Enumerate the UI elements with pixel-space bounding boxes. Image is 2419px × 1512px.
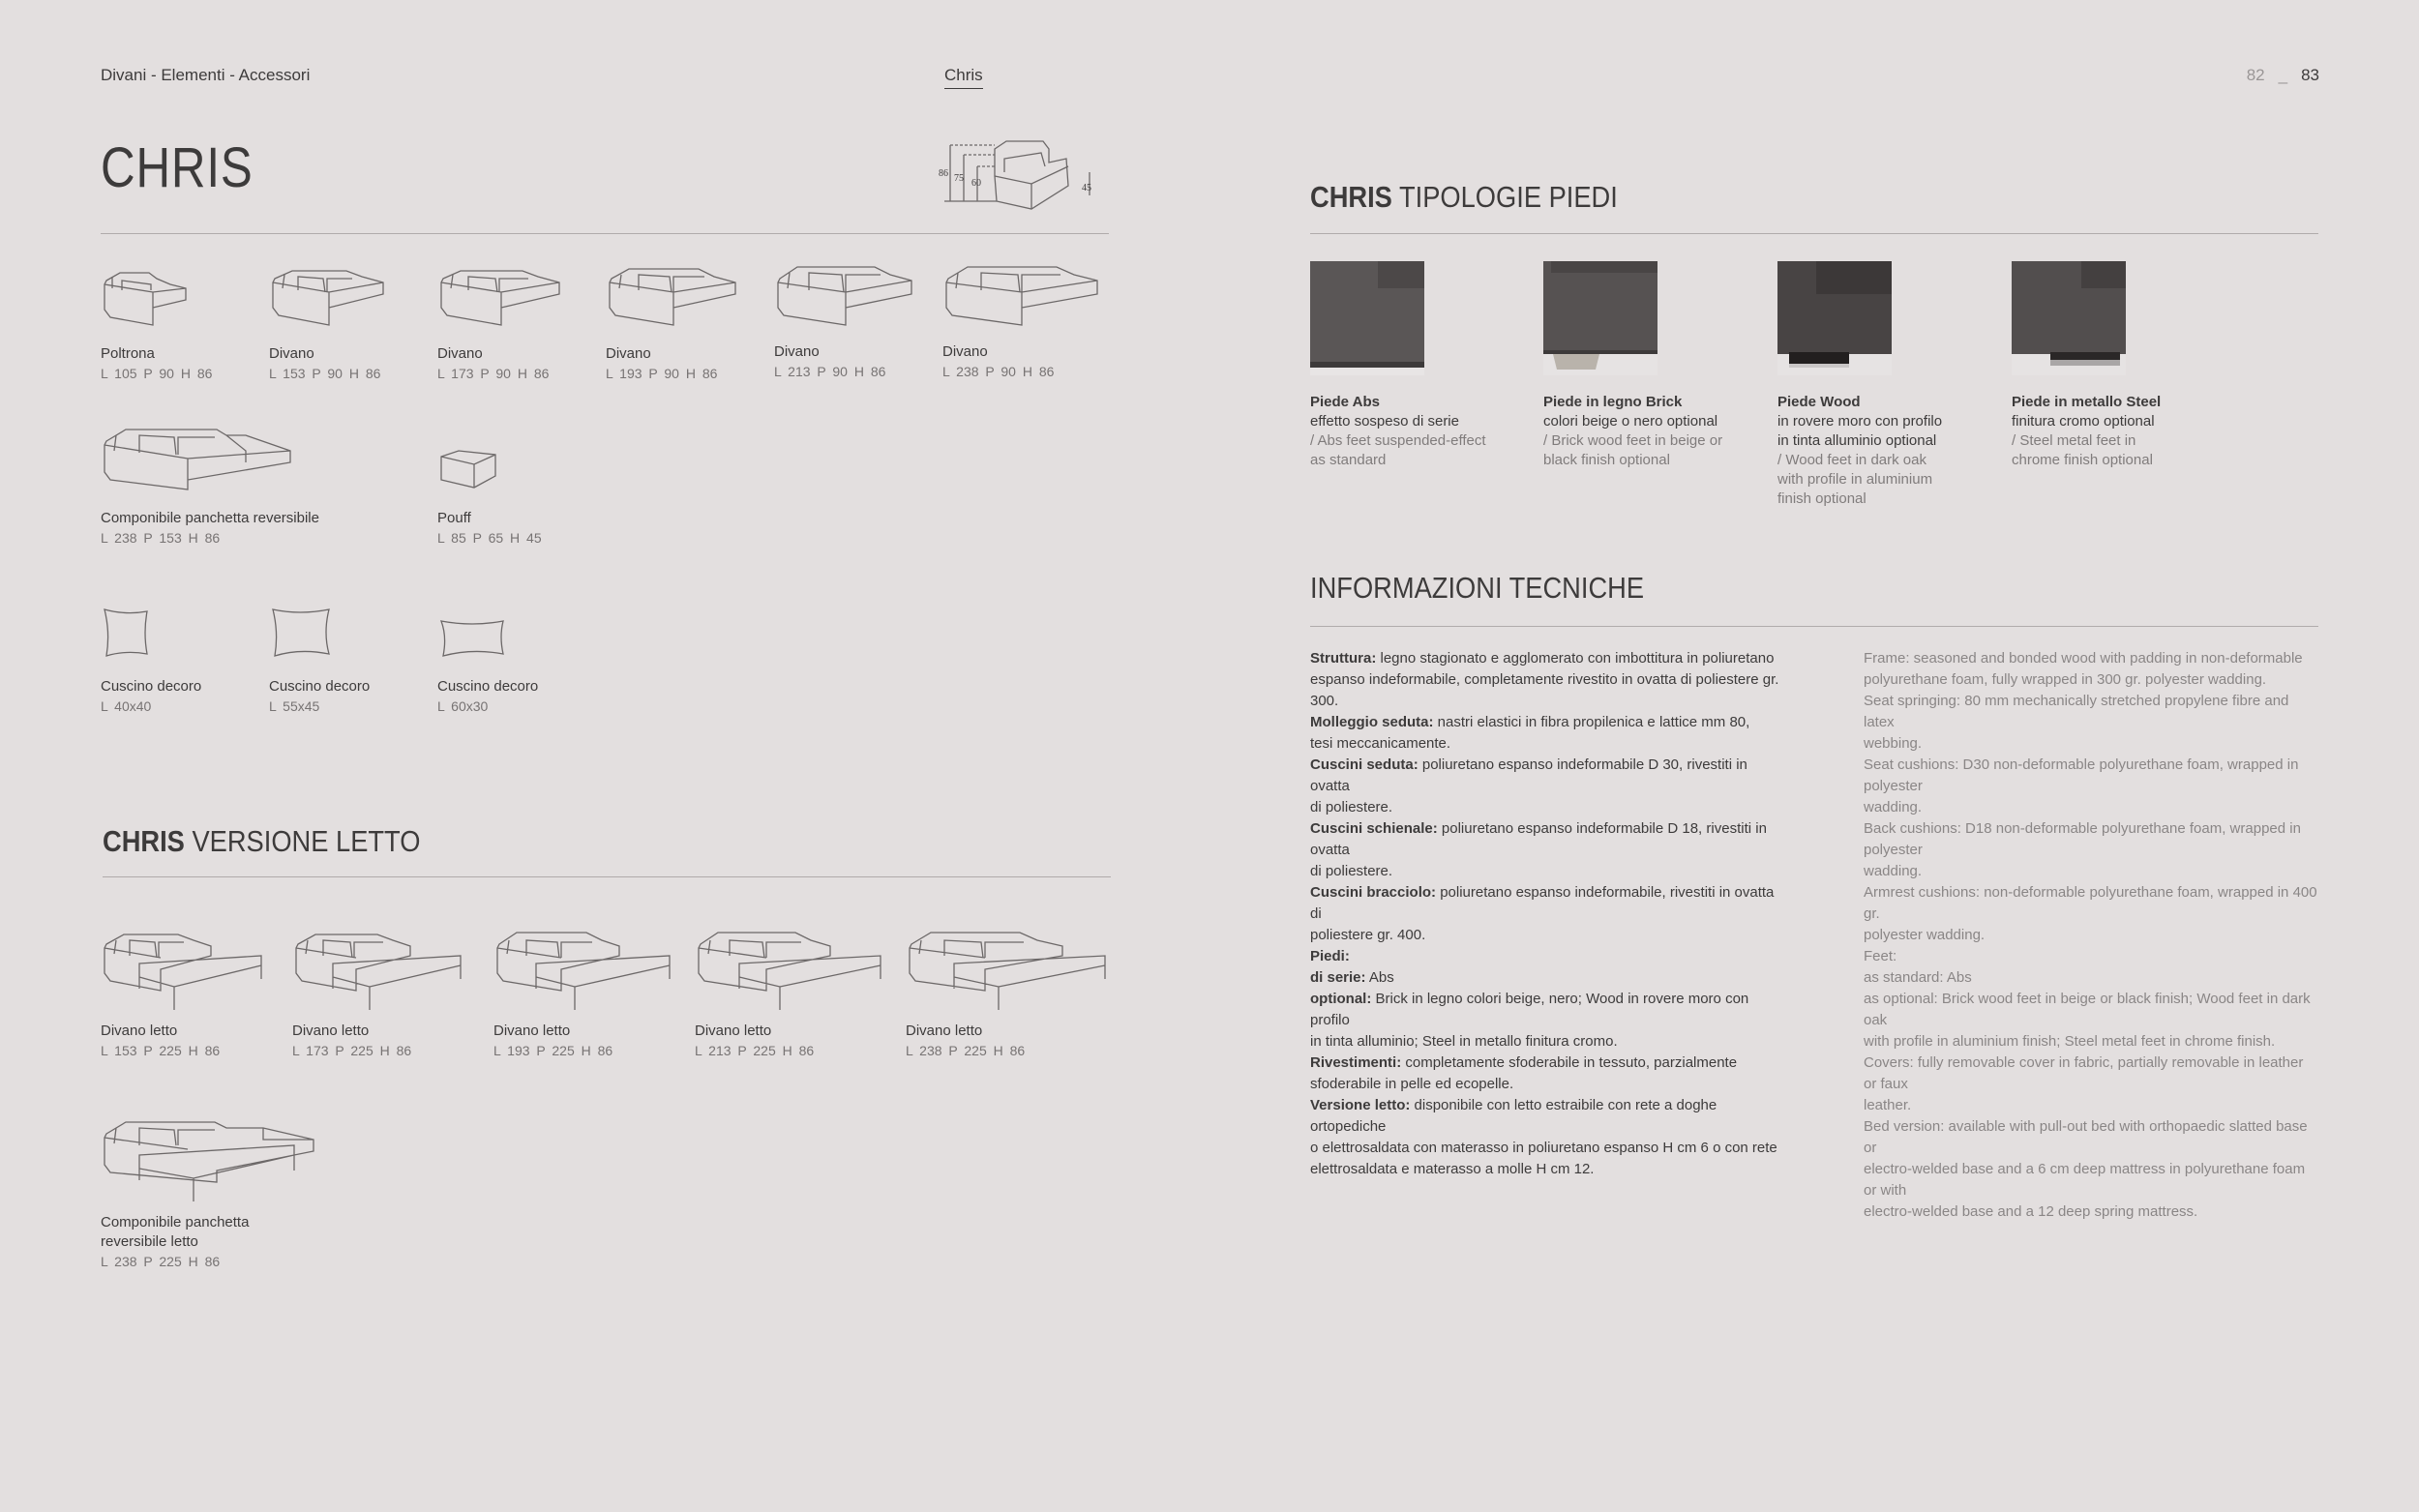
foot-desc-en: / Abs feet suspended-effect bbox=[1310, 432, 1486, 449]
tech-it-line bbox=[1310, 669, 1784, 712]
tech-it-text: poliestere gr. 400. bbox=[1310, 927, 1426, 943]
divano-drawing bbox=[774, 257, 915, 327]
divano-drawing bbox=[606, 259, 739, 327]
foot-desc-it: in tinta alluminio optional bbox=[1777, 432, 1937, 449]
tech-en-line: Feet: bbox=[1864, 948, 1897, 964]
element-cuscino-40x40 bbox=[101, 606, 201, 716]
element-name-line1: Componibile panchetta bbox=[101, 1214, 250, 1230]
element-name: Cuscino decoro bbox=[269, 678, 371, 695]
element-divano-153 bbox=[269, 259, 387, 383]
tech-en-line: Armrest cushions: non-deformable polyurethane foam, wrapped in 400 gr. bbox=[1864, 884, 2317, 922]
foot-desc-it: finitura cromo optional bbox=[2012, 413, 2155, 430]
element-name: Divano bbox=[942, 343, 988, 360]
cushion-drawing bbox=[437, 617, 507, 660]
element-dims: L 238 P 225 H 86 bbox=[101, 1254, 221, 1269]
divano-letto-drawing bbox=[292, 927, 464, 1012]
tech-en-line: Frame: seasoned and bonded wood with padding in non-deformable bbox=[1864, 650, 2303, 667]
element-dims: L 193 P 225 H 86 bbox=[493, 1043, 613, 1058]
element-poltrona bbox=[101, 259, 212, 383]
tech-en-line: polyurethane foam, fully wrapped in 300 gr. polyester wadding. bbox=[1864, 671, 2267, 688]
element-dims: L 60x30 bbox=[437, 698, 489, 714]
tech-info-italian bbox=[1310, 648, 1784, 1180]
tech-it-text: legno stagionato e agglomerato con imbottitura in poliuretano bbox=[1376, 650, 1775, 667]
bed-element-238 bbox=[906, 927, 1109, 1060]
foot-wood-caption bbox=[1777, 393, 1961, 509]
bed-section-title bbox=[103, 824, 420, 859]
tech-it-text: tesi meccanicamente. bbox=[1310, 735, 1451, 752]
componibile-letto-drawing bbox=[101, 1116, 317, 1203]
tech-it-line bbox=[1310, 989, 1784, 1031]
tech-info-english bbox=[1864, 648, 2318, 1223]
tech-it-label: di serie: bbox=[1310, 969, 1366, 986]
bed-element-213 bbox=[695, 927, 884, 1060]
foot-brick-caption bbox=[1543, 393, 1727, 470]
tech-it-label: Cuscini schienale: bbox=[1310, 820, 1438, 837]
element-name: Divano bbox=[606, 345, 651, 362]
tech-it-text: o elettrosaldata con materasso in poliuretano espanso H cm 6 o con rete bbox=[1310, 1140, 1777, 1156]
divano-letto-drawing bbox=[101, 927, 265, 1012]
bed-section-title-rest: VERSIONE LETTO bbox=[184, 824, 421, 858]
tech-it-text: Abs bbox=[1365, 969, 1394, 986]
page-numbers bbox=[2247, 66, 2319, 85]
element-name: Divano bbox=[269, 345, 314, 362]
element-name: Divano letto bbox=[493, 1023, 571, 1039]
bed-element-componibile bbox=[101, 1116, 317, 1271]
tech-it-label: Cuscini seduta: bbox=[1310, 756, 1419, 773]
bed-section-divider bbox=[103, 876, 1111, 877]
tech-it-text: poliuretano espanso indeformabile D 30, rivestiti in ovatta bbox=[1310, 756, 1747, 794]
tech-it-label: Versione letto: bbox=[1310, 1097, 1411, 1113]
tech-it-text: poliuretano espanso indeformabile D 18, rivestiti in ovatta bbox=[1310, 820, 1767, 858]
tech-en-line: polyester wadding. bbox=[1864, 927, 1986, 943]
element-name: Cuscino decoro bbox=[437, 678, 539, 695]
tech-en-line: Covers: fully removable cover in fabric, partially removable in leather or faux bbox=[1864, 1054, 2304, 1092]
tech-it-text: completamente sfoderabile in tessuto, parzialmente bbox=[1401, 1054, 1738, 1071]
tech-it-text: di poliestere. bbox=[1310, 863, 1393, 879]
element-dims: L 238 P 90 H 86 bbox=[942, 364, 1055, 379]
bed-element-153 bbox=[101, 927, 265, 1060]
tech-it-line bbox=[1310, 967, 1784, 989]
element-dims: L 238 P 153 H 86 bbox=[101, 530, 221, 546]
foot-desc-en: finish optional bbox=[1777, 490, 1867, 507]
tech-it-text: sfoderabile in pelle ed ecopelle. bbox=[1310, 1076, 1514, 1092]
element-cuscino-60x30 bbox=[437, 617, 538, 716]
divano-letto-drawing bbox=[695, 927, 884, 1012]
foot-desc-it: colori beige o nero optional bbox=[1543, 413, 1718, 430]
tech-it-line bbox=[1310, 755, 1784, 797]
tech-it-text: di poliestere. bbox=[1310, 799, 1393, 815]
tech-it-line bbox=[1310, 1159, 1784, 1180]
tech-it-line bbox=[1310, 712, 1784, 733]
section-breadcrumb: Divani - Elementi - Accessori bbox=[101, 66, 311, 84]
foot-name: Piede in metallo Steel bbox=[2012, 394, 2162, 410]
dim-label-45: 45 bbox=[1082, 183, 1091, 193]
foot-brick-photo bbox=[1543, 261, 1657, 375]
dimension-diagram bbox=[937, 137, 1101, 217]
foot-name: Piede in legno Brick bbox=[1543, 394, 1683, 410]
bed-element-193 bbox=[493, 927, 673, 1060]
tech-en-line: webbing. bbox=[1864, 735, 1923, 752]
bed-section-title-bold: CHRIS bbox=[103, 824, 185, 858]
element-name: Divano bbox=[437, 345, 483, 362]
tech-it-line bbox=[1310, 1138, 1784, 1159]
foot-desc-en: black finish optional bbox=[1543, 452, 1670, 468]
element-dims: L 85 P 65 H 45 bbox=[437, 530, 542, 546]
bed-element-173 bbox=[292, 927, 464, 1060]
divano-letto-drawing bbox=[906, 927, 1109, 1012]
tech-en-line: Bed version: available with pull-out bed with orthopaedic slatted base or bbox=[1864, 1118, 2308, 1156]
tech-it-label: optional: bbox=[1310, 991, 1372, 1007]
foot-desc-it: in rovere moro con profilo bbox=[1777, 413, 1943, 430]
feet-section-divider bbox=[1310, 233, 2318, 234]
element-name-line2: reversibile letto bbox=[101, 1233, 198, 1250]
element-divano-213 bbox=[774, 257, 915, 381]
tech-it-line bbox=[1310, 818, 1784, 861]
element-name: Divano letto bbox=[101, 1023, 178, 1039]
foot-steel-photo bbox=[2012, 261, 2126, 375]
page-separator: _ bbox=[2278, 66, 2288, 84]
element-dims: L 173 P 225 H 86 bbox=[292, 1043, 412, 1058]
foot-desc-en: chrome finish optional bbox=[2012, 452, 2153, 468]
tech-en-line: Back cushions: D18 non-deformable polyurethane foam, wrapped in polyester bbox=[1864, 820, 2301, 858]
element-name: Divano letto bbox=[292, 1023, 370, 1039]
foot-abs-caption bbox=[1310, 393, 1494, 470]
tech-it-text: elettrosaldata e materasso a molle H cm 12. bbox=[1310, 1161, 1595, 1177]
element-dims: L 213 P 225 H 86 bbox=[695, 1043, 815, 1058]
tech-it-line bbox=[1310, 1031, 1784, 1052]
element-dims: L 193 P 90 H 86 bbox=[606, 366, 718, 381]
element-name: Componibile panchetta reversibile bbox=[101, 510, 319, 526]
tech-it-line bbox=[1310, 946, 1784, 967]
poltrona-drawing bbox=[101, 259, 188, 327]
tech-en-line: as optional: Brick wood feet in beige or black finish; Wood feet in dark oak bbox=[1864, 991, 2311, 1028]
element-dims: L 213 P 90 H 86 bbox=[774, 364, 886, 379]
tech-it-line bbox=[1310, 882, 1784, 925]
tech-it-text: Brick in legno colori beige, nero; Wood in rovere moro con profilo bbox=[1310, 991, 1749, 1028]
feet-section-title-rest: TIPOLOGIE PIEDI bbox=[1391, 180, 1618, 214]
feet-section-title bbox=[1310, 180, 1618, 215]
tech-it-label: Piedi: bbox=[1310, 948, 1350, 964]
dim-label-86: 86 bbox=[939, 168, 948, 179]
tech-en-line: Seat cushions: D30 non-deformable polyurethane foam, wrapped in polyester bbox=[1864, 756, 2299, 794]
tech-en-line: Seat springing: 80 mm mechanically stretched propylene fibre and latex bbox=[1864, 693, 2289, 730]
element-dims: L 55x45 bbox=[269, 698, 320, 714]
tech-en-line: leather. bbox=[1864, 1097, 1912, 1113]
element-divano-193 bbox=[606, 259, 739, 383]
pouff-drawing bbox=[437, 447, 499, 491]
element-pouff bbox=[437, 447, 542, 548]
tech-it-line bbox=[1310, 861, 1784, 882]
divano-drawing bbox=[269, 259, 387, 327]
tech-section-title: INFORMAZIONI TECNICHE bbox=[1310, 571, 1645, 605]
tech-en-line: with profile in aluminium finish; Steel metal feet in chrome finish. bbox=[1864, 1033, 2276, 1050]
tech-it-label: Struttura: bbox=[1310, 650, 1377, 667]
element-dims: L 105 P 90 H 86 bbox=[101, 366, 213, 381]
cushion-drawing bbox=[269, 606, 333, 660]
page-number-left: 82 bbox=[2246, 66, 2265, 84]
element-name: Divano letto bbox=[695, 1023, 772, 1039]
element-cuscino-55x45 bbox=[269, 606, 370, 716]
tech-it-label: Cuscini bracciolo: bbox=[1310, 884, 1437, 901]
tech-it-text: nastri elastici in fibra propilenica e lattice mm 80, bbox=[1433, 714, 1750, 730]
tech-it-line bbox=[1310, 1095, 1784, 1138]
element-name: Divano bbox=[774, 343, 820, 360]
element-dims: L 153 P 225 H 86 bbox=[101, 1043, 221, 1058]
cushion-drawing bbox=[101, 606, 151, 660]
title-divider bbox=[101, 233, 1109, 234]
element-dims: L 153 P 90 H 86 bbox=[269, 366, 381, 381]
tech-en-line: electro-welded base and a 12 deep spring mattress. bbox=[1864, 1203, 2198, 1220]
foot-desc-en: with profile in aluminium bbox=[1777, 471, 1933, 488]
page-number-right: 83 bbox=[2301, 66, 2319, 84]
feet-section-title-bold: CHRIS bbox=[1310, 180, 1392, 214]
foot-desc-en: / Wood feet in dark oak bbox=[1777, 452, 1926, 468]
divano-drawing bbox=[437, 259, 563, 327]
foot-desc-it: effetto sospeso di serie bbox=[1310, 413, 1459, 430]
tech-it-text: disponibile con letto estraibile con rete a doghe ortopediche bbox=[1310, 1097, 1717, 1135]
foot-steel-caption bbox=[2012, 393, 2195, 470]
dim-label-60: 60 bbox=[971, 178, 981, 189]
tech-it-line bbox=[1310, 797, 1784, 818]
tech-en-line: wadding. bbox=[1864, 799, 1923, 815]
tech-it-text: poliuretano espanso indeformabile, rivestiti in ovatta di bbox=[1310, 884, 1775, 922]
divano-letto-drawing bbox=[493, 927, 673, 1012]
element-divano-238 bbox=[942, 257, 1101, 381]
element-name: Divano letto bbox=[906, 1023, 983, 1039]
foot-wood-photo bbox=[1777, 261, 1892, 375]
foot-desc-en: / Steel metal feet in bbox=[2012, 432, 2136, 449]
tech-it-line bbox=[1310, 925, 1784, 946]
element-name: Poltrona bbox=[101, 345, 155, 362]
tech-en-line: as standard: Abs bbox=[1864, 969, 1972, 986]
tech-it-line bbox=[1310, 1074, 1784, 1095]
foot-name: Piede Abs bbox=[1310, 394, 1380, 410]
foot-name: Piede Wood bbox=[1777, 394, 1861, 410]
tech-it-text: in tinta alluminio; Steel in metallo finitura cromo. bbox=[1310, 1033, 1618, 1050]
foot-desc-en: as standard bbox=[1310, 452, 1387, 468]
element-dims: L 238 P 225 H 86 bbox=[906, 1043, 1026, 1058]
tech-it-text: espanso indeformabile, completamente rivestito in ovatta di poliestere gr. 300. bbox=[1310, 671, 1779, 709]
element-divano-173 bbox=[437, 259, 563, 383]
tech-section-divider bbox=[1310, 626, 2318, 627]
element-componibile-panchetta bbox=[101, 422, 319, 548]
product-name-header: Chris bbox=[944, 66, 983, 89]
foot-abs-photo bbox=[1310, 261, 1424, 375]
componibile-drawing bbox=[101, 422, 294, 491]
tech-it-line bbox=[1310, 648, 1784, 669]
divano-drawing bbox=[942, 257, 1101, 327]
element-name: Pouff bbox=[437, 510, 471, 526]
tech-en-line: electro-welded base and a 6 cm deep mattress in polyurethane foam or with bbox=[1864, 1161, 2306, 1199]
tech-it-line bbox=[1310, 733, 1784, 755]
element-name: Cuscino decoro bbox=[101, 678, 202, 695]
tech-it-label: Rivestimenti: bbox=[1310, 1054, 1402, 1071]
foot-desc-en: / Brick wood feet in beige or bbox=[1543, 432, 1723, 449]
tech-it-line bbox=[1310, 1052, 1784, 1074]
tech-en-line: wadding. bbox=[1864, 863, 1923, 879]
element-dims: L 40x40 bbox=[101, 698, 152, 714]
tech-it-label: Molleggio seduta: bbox=[1310, 714, 1434, 730]
element-dims: L 173 P 90 H 86 bbox=[437, 366, 550, 381]
page-title: CHRIS bbox=[101, 136, 254, 199]
dim-label-75: 75 bbox=[954, 173, 964, 184]
